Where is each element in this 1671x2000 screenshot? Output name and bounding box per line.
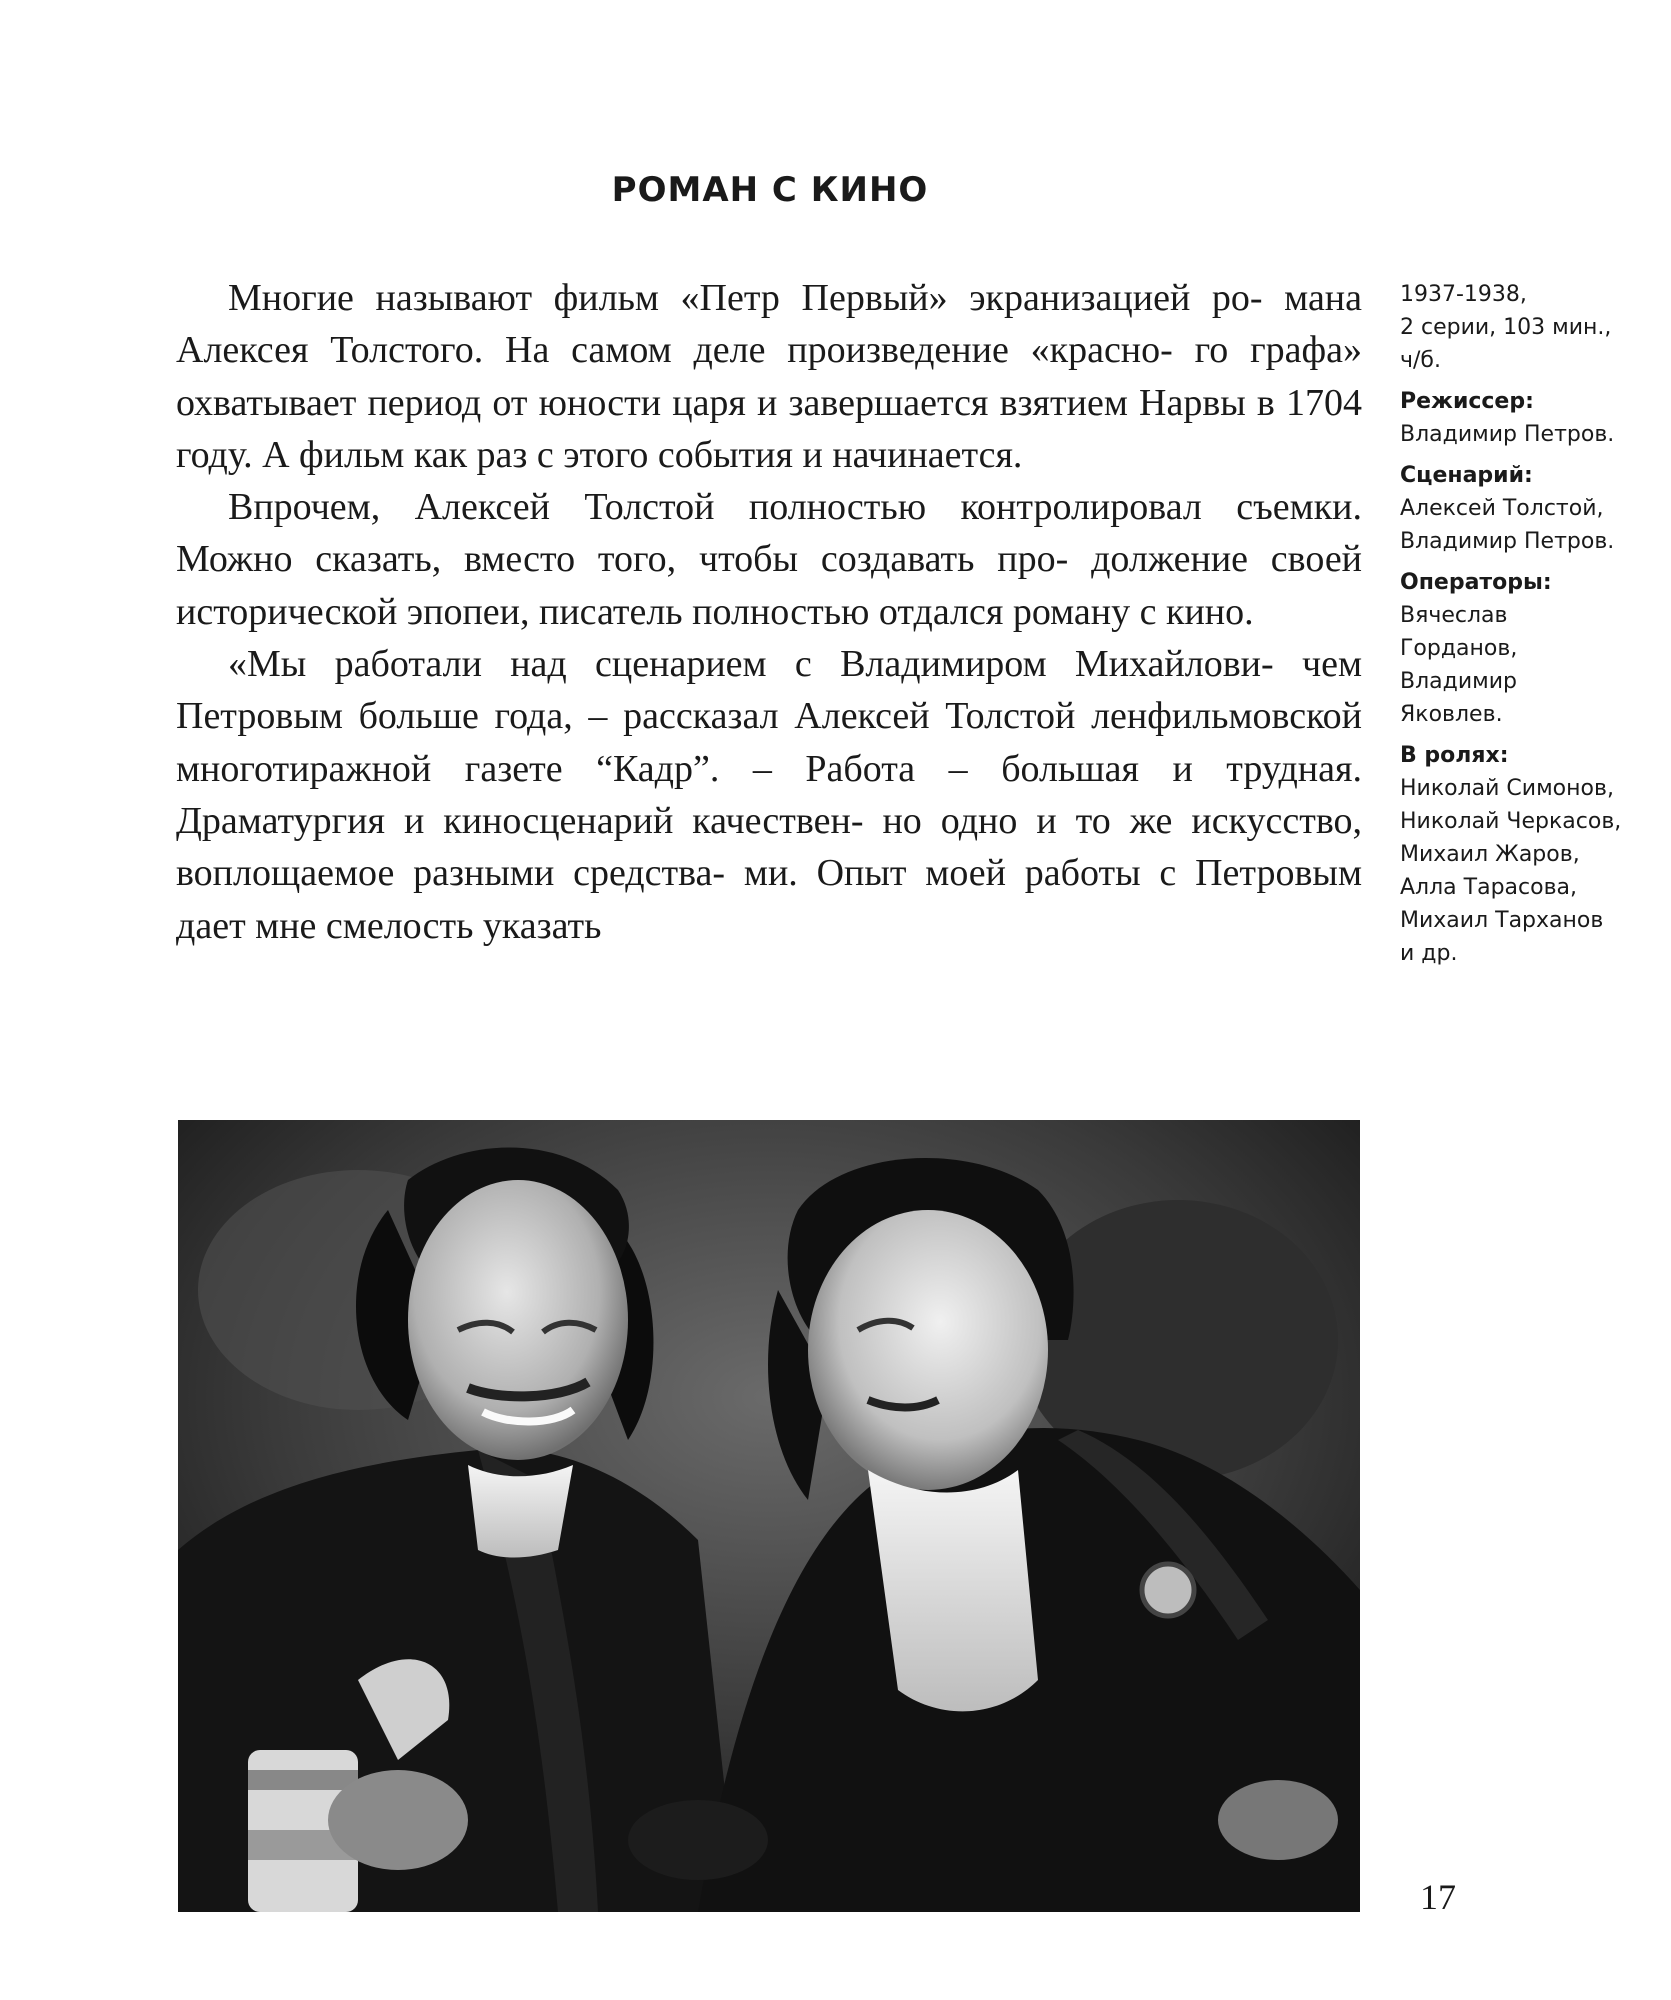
credits-director bbox=[1400, 385, 1660, 451]
text-line: «Мы работали над сценарием с Владимиром Михайлови- bbox=[228, 643, 1274, 686]
credits-label: Режиссер: bbox=[1400, 389, 1534, 414]
text-line: но одно и то же искусство, воплощаемое разными средства- bbox=[176, 799, 1363, 895]
credits-line: Горданов, bbox=[1400, 636, 1518, 661]
page-title: РОМАН С КИНО bbox=[611, 170, 929, 210]
paragraph-1 bbox=[176, 272, 1362, 481]
text-line: должение своей исторической эпопеи, писатель полностью bbox=[176, 538, 1363, 633]
credits-line: Алла Тарасова, bbox=[1400, 875, 1578, 900]
credits-line: Алексей Толстой, bbox=[1400, 496, 1604, 521]
credits-cast bbox=[1400, 739, 1660, 970]
text-line: съемки. Можно сказать, вместо того, чтобы создавать про- bbox=[176, 486, 1363, 581]
credits-line: Михаил Жаров, bbox=[1400, 842, 1580, 867]
text-line: ленфильмовской многотиражной газете “Кадр”. – Работа – bbox=[176, 695, 1362, 790]
credits-script bbox=[1400, 459, 1660, 558]
text-line: го графа» охватывает период от юности царя и завершается bbox=[176, 329, 1363, 424]
credits-label: Сценарий: bbox=[1400, 463, 1533, 488]
credits-line: Вячеслав bbox=[1400, 603, 1508, 628]
text-line: и начинается. bbox=[802, 433, 1023, 476]
credits-line: 1937-1938, bbox=[1400, 282, 1527, 307]
credits-line: Николай Симонов, bbox=[1400, 776, 1614, 801]
credits-line: Владимир Петров. bbox=[1400, 422, 1615, 447]
credits-label: В ролях: bbox=[1400, 743, 1509, 768]
text-line: отдался роману с кино. bbox=[878, 590, 1254, 633]
text-line: большая и трудная. Драматургия и киносценарий качествен- bbox=[176, 747, 1362, 842]
credits-line: Михаил Тарханов bbox=[1400, 908, 1604, 933]
page-number: 17 bbox=[1420, 1877, 1456, 1917]
paragraph-2 bbox=[176, 481, 1362, 638]
text-line: чем Петровым больше года, – рассказал Алексей Толстой bbox=[176, 643, 1362, 738]
credits-line: Владимир bbox=[1400, 669, 1518, 694]
credits-line: 2 серии, 103 мин., bbox=[1400, 315, 1612, 340]
text-line: мана Алексея Толстого. На самом деле произведение «красно- bbox=[176, 277, 1363, 372]
text-line: Впрочем, Алексей Толстой полностью контролировал bbox=[228, 486, 1202, 529]
film-still-photo bbox=[178, 1120, 1360, 1912]
paragraph-3 bbox=[176, 638, 1362, 952]
text-line: Многие называют фильм «Петр Первый» экранизацией ро- bbox=[228, 277, 1263, 319]
film-credits bbox=[1400, 278, 1660, 978]
credits-label: Операторы: bbox=[1400, 570, 1552, 595]
credits-line: Яковлев. bbox=[1400, 702, 1503, 727]
credits-operators bbox=[1400, 566, 1660, 731]
credits-line: ч/б. bbox=[1400, 348, 1441, 373]
credits-line: Владимир Петров. bbox=[1400, 529, 1615, 554]
text-line: ми. Опыт моей работы с Петровым дает мне смелость указать bbox=[176, 852, 1362, 947]
text-line: взятием Нарвы в 1704 году. А фильм как раз с этого события bbox=[176, 381, 1363, 476]
credits-line: Николай Черкасов, bbox=[1400, 809, 1622, 834]
credits-meta bbox=[1400, 278, 1660, 377]
body-text bbox=[176, 272, 1362, 952]
credits-line: и др. bbox=[1400, 941, 1458, 966]
